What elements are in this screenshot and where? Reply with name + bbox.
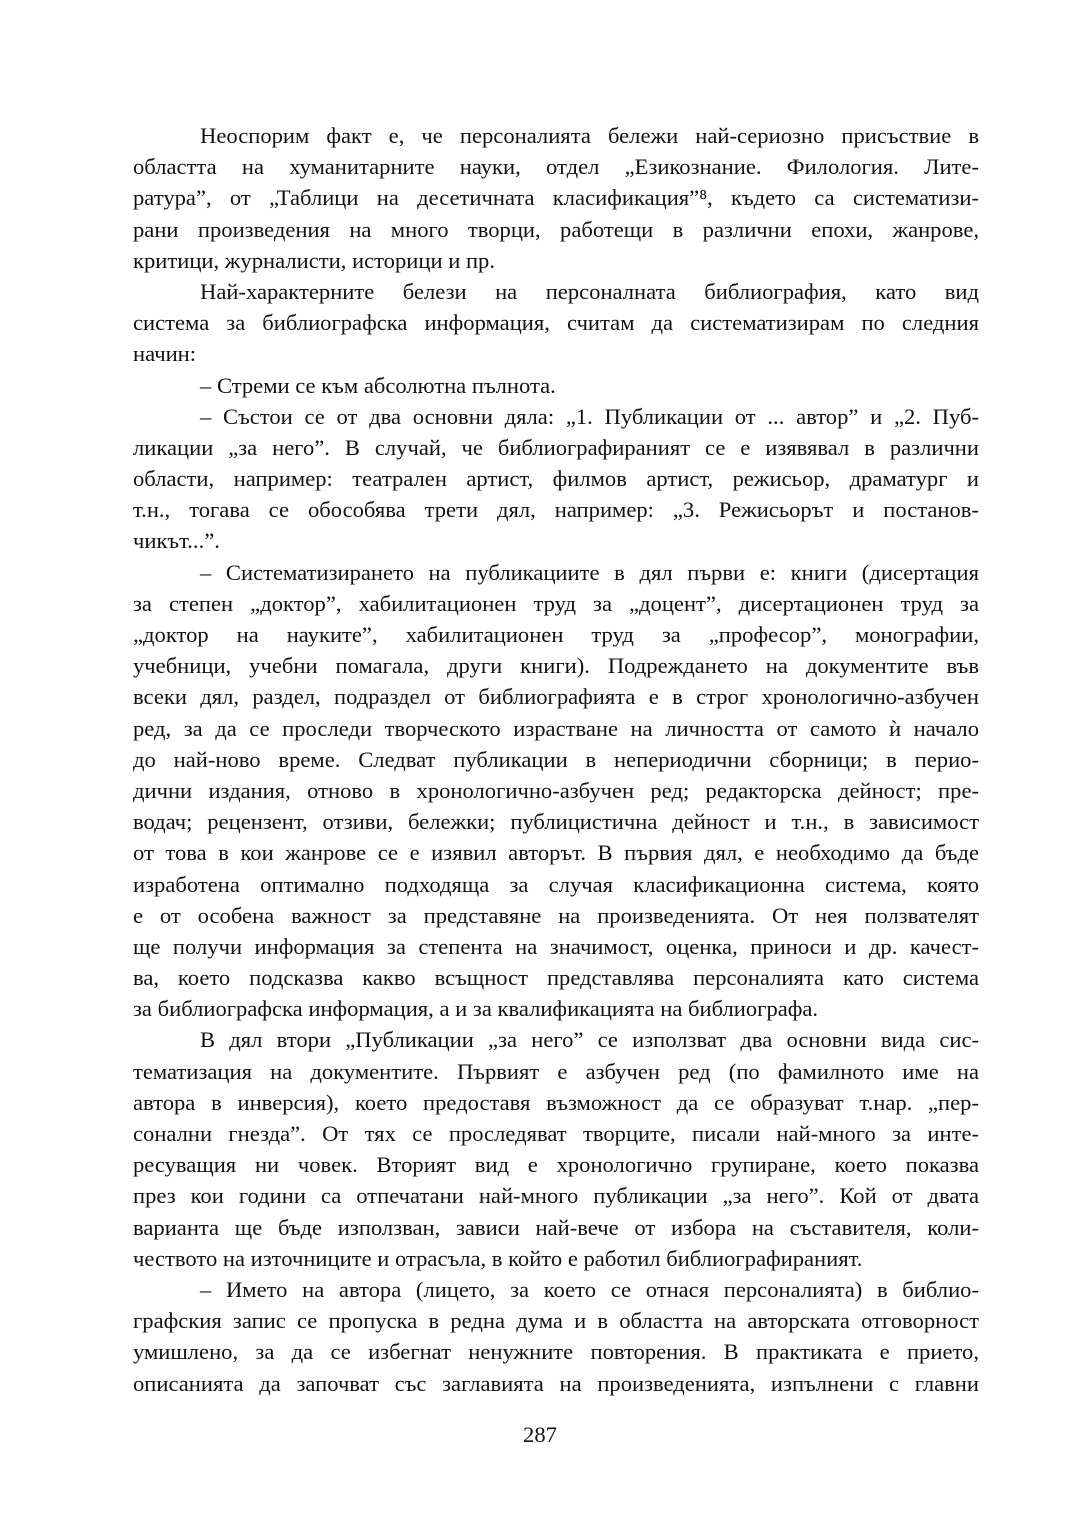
text-line: описанията да започват със заглавията на произведенията, изпълнени с главни (133, 1370, 979, 1396)
body-text (133, 120, 979, 1399)
text-line: – Името на автора (лицето, за което се отнася персоналията) в библио- (200, 1276, 979, 1302)
text-line: ва, което подсказва какво всъщност представлява персоналията като система (133, 965, 979, 991)
page-number: 287 (523, 1422, 557, 1447)
text-line: т.н., тогава се обособява трети дял, например: „3. Режисьорът и постанов- (133, 497, 979, 523)
text-line: за библиографска информация, а и за квалификацията на библиографа. (133, 996, 819, 1022)
text-line: тематизация на документите. Първият е азбучен ред (по фамилното име на (133, 1058, 979, 1084)
text-line: водач; рецензент, отзиви, бележки; публицистична дейност и т.н., в зависимост (133, 809, 979, 835)
text-line: всеки дял, раздел, подраздел от библиографията е в строг хронологично-азбучен (133, 684, 979, 710)
paragraph (133, 120, 979, 276)
text-line: чеството на източниците и отрасъла, в който е работил библиографираният. (133, 1245, 863, 1271)
text-line: дични издания, отново в хронологично-азбучен ред; редакторска дейност; пре- (133, 777, 979, 803)
text-line: варианта ще бъде използван, зависи най-вече от избора на съставителя, коли- (133, 1214, 979, 1240)
text-line: чикът...”. (133, 528, 220, 554)
text-line: през кои години са отпечатани най-много публикации „за него”. Кой от двата (133, 1183, 979, 1209)
paragraph (133, 401, 979, 557)
paragraph (133, 370, 979, 401)
paragraph (133, 276, 979, 370)
text-line: – Стреми се към абсолютна пълнота. (200, 372, 556, 398)
text-line: графския запис се пропуска в редна дума и в областта на авторската отговорност (133, 1308, 979, 1334)
text-line: ратура”, от „Таблици на десетичната класификация”⁸, където са систематизи- (133, 185, 979, 211)
text-line: В дял втори „Публикации „за него” се използват два основни вида сис- (200, 1027, 979, 1053)
text-line: от това в кои жанрове се е изявил авторът. В първия дял, е необходимо да бъде (133, 840, 979, 866)
paragraph (133, 1024, 979, 1274)
text-line: „доктор на науките”, хабилитационен труд за „професор”, монографии, (133, 622, 979, 647)
text-line: области, например: театрален артист, филмов артист, режисьор, драматург и (133, 466, 979, 492)
text-line: ще получи информация за степента на значимост, оценка, приноси и др. качест- (133, 933, 979, 959)
text-line: – Състои се от два основни дяла: „1. Публикации от ... автор” и „2. Пуб- (200, 403, 979, 429)
paragraph (133, 557, 979, 1025)
text-line: областта на хуманитарните науки, отдел „Езикознание. Филология. Лите- (133, 154, 979, 180)
text-line: начин: (133, 341, 197, 367)
text-line: ресуващия ни човек. Вторият вид е хронологично групиране, което показва (133, 1152, 979, 1178)
text-line: е от особена важност за представяне на произведенията. От нея ползвателят (133, 902, 979, 928)
text-line: Най-характерните белези на персоналната библиография, като вид (200, 278, 979, 304)
text-line: Неоспорим факт е, че персоналията бележи най-сериозно присъствие в (200, 123, 979, 148)
text-line: учебници, учебни помагала, други книги). Подреждането на документите във (133, 653, 979, 679)
text-line: – Систематизирането на публикациите в дял първи е: книги (дисертация (200, 559, 979, 585)
text-line: критици, журналисти, историци и пр. (133, 247, 495, 273)
text-line: сонални гнезда”. От тях се проследяват творците, писали най-много за инте- (133, 1121, 979, 1146)
paragraph (133, 1274, 979, 1399)
text-line: умишлено, за да се избегнат ненужните повторения. В практиката е прието, (133, 1339, 979, 1365)
text-line: рани произведения на много творци, работещи в различни епохи, жанрове, (133, 216, 979, 242)
text-line: за степен „доктор”, хабилитационен труд за „доцент”, дисертационен труд за (133, 590, 979, 616)
text-line: до най-ново време. Следват публикации в непериодични сборници; в перио- (133, 746, 979, 772)
text-line: ликации „за него”. В случай, че библиографираният се е изявявал в различни (133, 434, 979, 460)
text-line: автора в инверсия), което предоставя възможност да се образуват т.нар. „пер- (133, 1089, 979, 1115)
text-line: изработена оптимално подходяща за случая класификационна система, която (133, 871, 979, 897)
text-line: ред, за да се проследи творческото израстване на личността от самото ѝ начало (133, 715, 979, 741)
text-line: система за библиографска информация, считам да систематизирам по следния (133, 310, 979, 336)
